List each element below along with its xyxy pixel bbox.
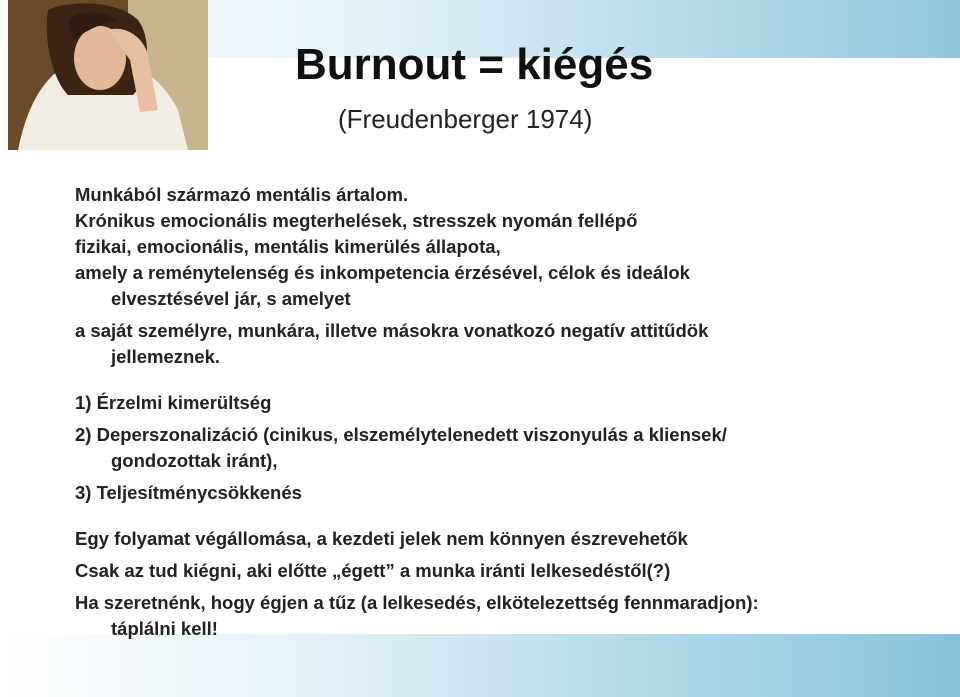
definition-line: Krónikus emocionális megterhelések, stresszek nyomán fellépő [75,210,638,231]
definition-line: a saját személyre, munkára, illetve másokra vonatkozó negatív attitűdök [75,320,709,341]
definition-line: elvesztésével jár, s amelyet [111,288,351,309]
definition-line: Munkából származó mentális ártalom. [75,184,409,205]
stressed-woman-illustration [8,0,208,150]
stage-item: 1) Érzelmi kimerültség [75,392,272,413]
note-line: Egy folyamat végállomása, a kezdeti jelek nem könnyen észrevehetők [75,528,688,549]
note-line: Ha szeretnénk, hogy égjen a tűz (a lelkesedés, elkötelezettség fennmaradjon): [75,592,759,613]
definition-line: jellemeznek. [111,346,221,367]
stage-item: gondozottak iránt), [111,450,278,471]
slide-subtitle: (Freudenberger 1974) [338,104,593,134]
definition-line: amely a reménytelenség és inkompetencia érzésével, célok és ideálok [75,262,690,283]
stressed-woman-photo [8,0,208,150]
note-line: Csak az tud kiégni, aki előtte „égett” a munka iránti lelkesedéstől(?) [75,560,671,581]
note-line: táplálni kell! [111,618,218,639]
definition-line: fizikai, emocionális, mentális kimerülés állapota, [75,236,501,257]
slide-body [75,182,875,642]
bottom-accent-band [0,634,960,697]
stage-item: 2) Deperszonalizáció (cinikus, elszemélytelenedett viszonyulás a kliensek/ [75,424,727,445]
slide-title: Burnout = kiégés [295,40,654,89]
stage-item: 3) Teljesítménycsökkenés [75,482,302,503]
